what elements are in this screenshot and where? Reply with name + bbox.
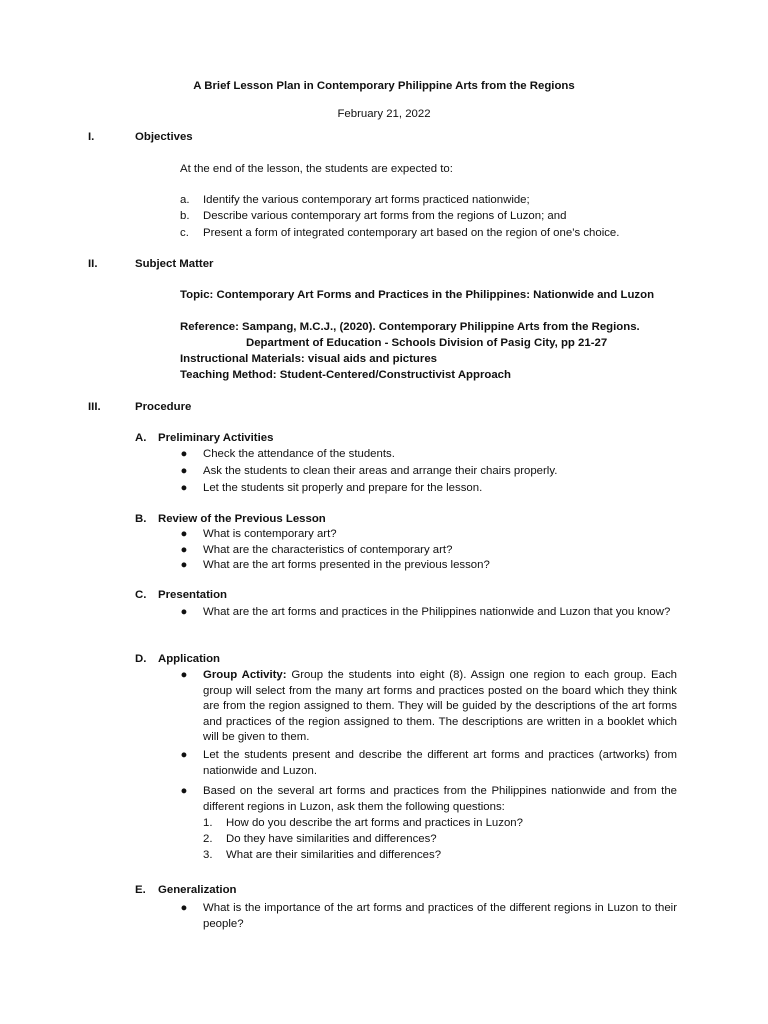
subject-reference: Reference: Sampang, M.C.J., (2020). Contemporary Philippine Arts from the Regions.	[180, 321, 640, 333]
bullet-icon: ●	[180, 448, 188, 460]
subject-reference-continued: Department of Education - Schools Division of Pasig City, pp 21-27	[246, 337, 608, 349]
bullet-icon: ●	[180, 785, 188, 797]
subsection-heading-generalization: Generalization	[158, 884, 237, 896]
section-numeral-subject-matter: II.	[88, 258, 98, 270]
objective-item: Describe various contemporary art forms from the regions of Luzon; and	[203, 210, 567, 222]
subsection-letter: E.	[135, 884, 146, 896]
subsection-letter: B.	[135, 513, 147, 525]
list-item: What are the art forms and practices in the Philippines nationwide and Luzon that you know?	[203, 606, 671, 618]
list-item: Check the attendance of the students.	[203, 448, 395, 460]
section-numeral-objectives: I.	[88, 131, 95, 143]
question-number: 1.	[203, 817, 213, 829]
subsection-letter: D.	[135, 653, 147, 665]
objective-marker: b.	[180, 210, 190, 222]
bullet-icon: ●	[180, 606, 188, 618]
subsection-letter: C.	[135, 589, 147, 601]
bullet-icon: ●	[180, 544, 188, 556]
list-item: Let the students sit properly and prepare for the lesson.	[203, 482, 483, 494]
bullet-icon: ●	[180, 749, 188, 761]
list-item: What are the characteristics of contemporary art?	[203, 544, 453, 556]
bullet-icon: ●	[180, 528, 188, 540]
objectives-intro: At the end of the lesson, the students are expected to:	[180, 163, 453, 175]
subsection-letter: A.	[135, 432, 147, 444]
objective-item: Identify the various contemporary art forms practiced nationwide;	[203, 194, 530, 206]
bullet-icon: ●	[180, 465, 188, 477]
subsection-heading-review: Review of the Previous Lesson	[158, 513, 326, 525]
subject-method: Teaching Method: Student-Centered/Constructivist Approach	[180, 369, 511, 381]
section-heading-procedure: Procedure	[135, 401, 192, 413]
list-item: What is contemporary art?	[203, 528, 337, 540]
question-number: 2.	[203, 833, 213, 845]
question-text: Do they have similarities and differences?	[226, 833, 437, 845]
subject-topic: Topic: Contemporary Art Forms and Practices in the Philippines: Nationwide and Luzon	[180, 289, 655, 301]
subsection-heading-preliminary: Preliminary Activities	[158, 432, 274, 444]
subject-materials: Instructional Materials: visual aids and pictures	[180, 353, 437, 365]
subsection-heading-presentation: Presentation	[158, 589, 227, 601]
question-number: 3.	[203, 849, 213, 861]
list-item: What are the art forms presented in the previous lesson?	[203, 559, 490, 571]
section-heading-objectives: Objectives	[135, 131, 193, 143]
question-text: How do you describe the art forms and practices in Luzon?	[226, 817, 523, 829]
bullet-icon: ●	[180, 482, 188, 494]
list-item: Based on the several art forms and practices from the Philippines nationwide and from the different regions in Luzon, ask them the following questions:	[203, 785, 677, 813]
objective-item: Present a form of integrated contemporary art based on the region of one’s choice.	[203, 227, 620, 239]
group-activity-item	[203, 668, 677, 746]
section-numeral-procedure: III.	[88, 401, 101, 413]
bullet-icon: ●	[180, 559, 188, 571]
question-text: What are their similarities and differences?	[226, 849, 442, 861]
section-heading-subject-matter: Subject Matter	[135, 258, 214, 270]
group-activity-text: Group the students into eight (8). Assign one region to each group. Each group will select from the many art forms and practices posted on the board which they think are from the region assigned to them. They will be guided by the descriptions of the art forms and practices of the region assigned to them. The descriptions are written in a booklet which will be given to them.	[203, 669, 677, 743]
objective-marker: c.	[180, 227, 189, 239]
subsection-heading-application: Application	[158, 653, 221, 665]
group-activity-label: Group Activity:	[203, 669, 287, 681]
bullet-icon: ●	[180, 669, 188, 681]
bullet-icon: ●	[180, 902, 188, 914]
document-title: A Brief Lesson Plan in Contemporary Philippine Arts from the Regions	[193, 80, 575, 92]
list-item: Ask the students to clean their areas and arrange their chairs properly.	[203, 465, 558, 477]
document-date: February 21, 2022	[337, 108, 431, 120]
list-item: Let the students present and describe the different art forms and practices (artworks) from nationwide and Luzon.	[203, 749, 677, 777]
list-item: What is the importance of the art forms and practices of the different regions in Luzon to their people?	[203, 902, 677, 930]
objective-marker: a.	[180, 194, 190, 206]
